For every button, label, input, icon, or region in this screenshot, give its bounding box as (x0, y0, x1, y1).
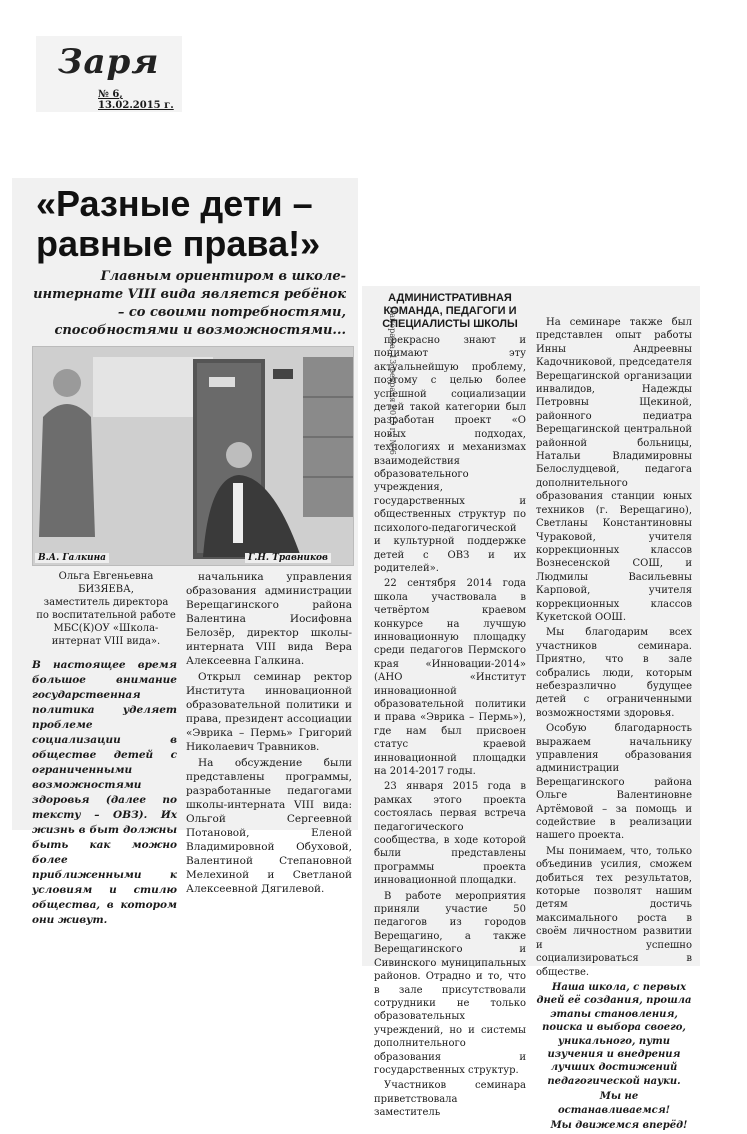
paragraph: Участников семинара приветствовала заместитель (374, 1080, 526, 1119)
paragraph: В работе мероприятия приняли участие 50 педагогов из городов Верещагино, а также Верещагинского и Сивинского муниципальных районов. Отрадно и то, что в зале присутствовали сотрудники не только образовательных учреждений, но и системы дополнительного образования и государственных структур. (374, 890, 526, 1076)
article-column-4 (536, 316, 692, 1134)
author-surname: БИЗЯЕВА, (78, 584, 134, 595)
paragraph: Мы благодарим всех участников семинара. Приятно, что в зале собрались люди, которым небезразлично будущее детей с ограниченными возможностями здоровья. (536, 627, 692, 719)
photo-caption-left: В.А. Галкина (35, 553, 109, 563)
side-strip (362, 296, 397, 856)
issue-number-date: № 6, 13.02.2015 г. (98, 89, 174, 111)
paragraph: Особую благодарность выражаем начальнику управления образования администрации Верещагинского района Ольге Валентиновне Артёмовой – за помощь и содействие в реализации нашего проекта. (536, 723, 692, 842)
author-position: заместитель директора по воспитательной работе МБС(К)ОУ «Школа-интернат VIII вида». (36, 597, 176, 647)
section-subhead: АДМИНИСТРАТИВНАЯ КОМАНДА, ПЕДАГОГИ И СПЕЦИАЛИСТЫ ШКОЛЫ (382, 292, 518, 330)
article-column-2 (186, 570, 352, 898)
newspaper-name: Заря (58, 42, 160, 82)
side-strip-text: Панорама, 13 февраля 2015 г., № 6 (387, 306, 397, 455)
article-clipping-right (362, 286, 700, 1131)
author-first-names: Ольга Евгеньевна (58, 571, 154, 582)
seminar-photo (32, 346, 354, 566)
closing-paragraph: Наша школа, с первых дней её создания, прошла этапы становления, поиска и выбора своего, уникального, пути изучения и внедрения лучших достижений педагогической науки. (536, 981, 692, 1087)
article-clipping-left (12, 178, 358, 926)
closing-line: Мы не останавливаемся! (557, 1091, 671, 1116)
closing-line: Мы движемся вперёд! (550, 1119, 688, 1131)
article-headline: «Разные дети – равные права!» (36, 183, 321, 264)
article-lead: Главным ориентиром в школе-интернате VIII вида является ребёнок – со своими потребностями, способностями и возможностями... (33, 269, 346, 338)
paragraph: Открыл семинар ректор Института инновационной образовательной политики и права, президент ассоциации «Эврика – Пермь» Григорий Николаевич Травников. (186, 671, 352, 753)
paragraph: 23 января 2015 года в рамках этого проекта состоялась первая встреча педагогического сообщества, в ходе которой были представлены программы проекта инновационной площадки. (374, 781, 526, 887)
paragraph: начальника управления образования администрации Верещагинского района Валентина Иосифовна Белозёр, директор школы-интерната VIII вида Вера Алексеевна Галкина. (186, 571, 352, 667)
paragraph: 22 сентября 2014 года школа участвовала в четвёртом краевом конкурсе на лучшую инновационную площадку среди педагогов Пермского края «Инновации-2014» (АНО «Институт инновационной образовательной политики и права «Эврика – Пермь»), где нам был присвоен статус краевой инновационной площадки на 2014-2017 годы. (374, 578, 526, 777)
paragraph: прекрасно знают и понимают эту актуальнейшую проблему, поэтому с целью более успешной социализации детей такой категории был разработан проект «О новых подходах, технологиях и механизмах взаимодействия образовательного учреждения, государственных и общественных структур по психолого-педагогической и культурной поддержке детей с ОВЗ и их родителей». (374, 335, 526, 574)
paragraph: Мы понимаем, что, только объединив усилия, сможем добиться тех результатов, которые позволят нашим детям достичь максимального роста в своём личностном развитии и успешно социализироваться в обществе. (536, 845, 692, 978)
paragraph: На обсуждение были представлены программы, разработанные педагогами школы-интерната VIII вида: Ольгой Сергеевной Потановой, Еленой Владимировной Обуховой, Валентиной Степановной Мелехиной и Светланой Алексеевной Дягилевой. (186, 757, 352, 895)
paragraph: На семинаре также был представлен опыт работы Инны Андреевны Кадочниковой, председателя Верещагинской организации инвалидов, Надежды Петровны Щекиной, районного педиатра Верещагинской центральной районной больницы, Натальи Владимировны Белослудцевой, педагога дополнительного образования станции юных техников (г. Верещагино), Светланы Константиновны Чураковой, учителя коррекционных классов Вознесенской СОШ, и Людмилы Васильевны Карповой, учителя коррекционных классов Кукетской ООШ. (536, 317, 692, 623)
article-intro: В настоящее время большое внимание государственная политика уделяет проблеме социализации в обществе детей с ограниченными возможностями здоровья (далее по тексту – ОВЗ). Их жизнь в быт должны быть как можно более приближенными к условиям и стилю общества, в котором они живут. (32, 659, 177, 926)
article-column-3 (374, 292, 526, 1122)
masthead-clipping (36, 36, 182, 112)
photo-illustration (33, 347, 353, 565)
photo-caption-right: Г.Н. Травников (245, 553, 331, 563)
author-block (36, 570, 176, 648)
